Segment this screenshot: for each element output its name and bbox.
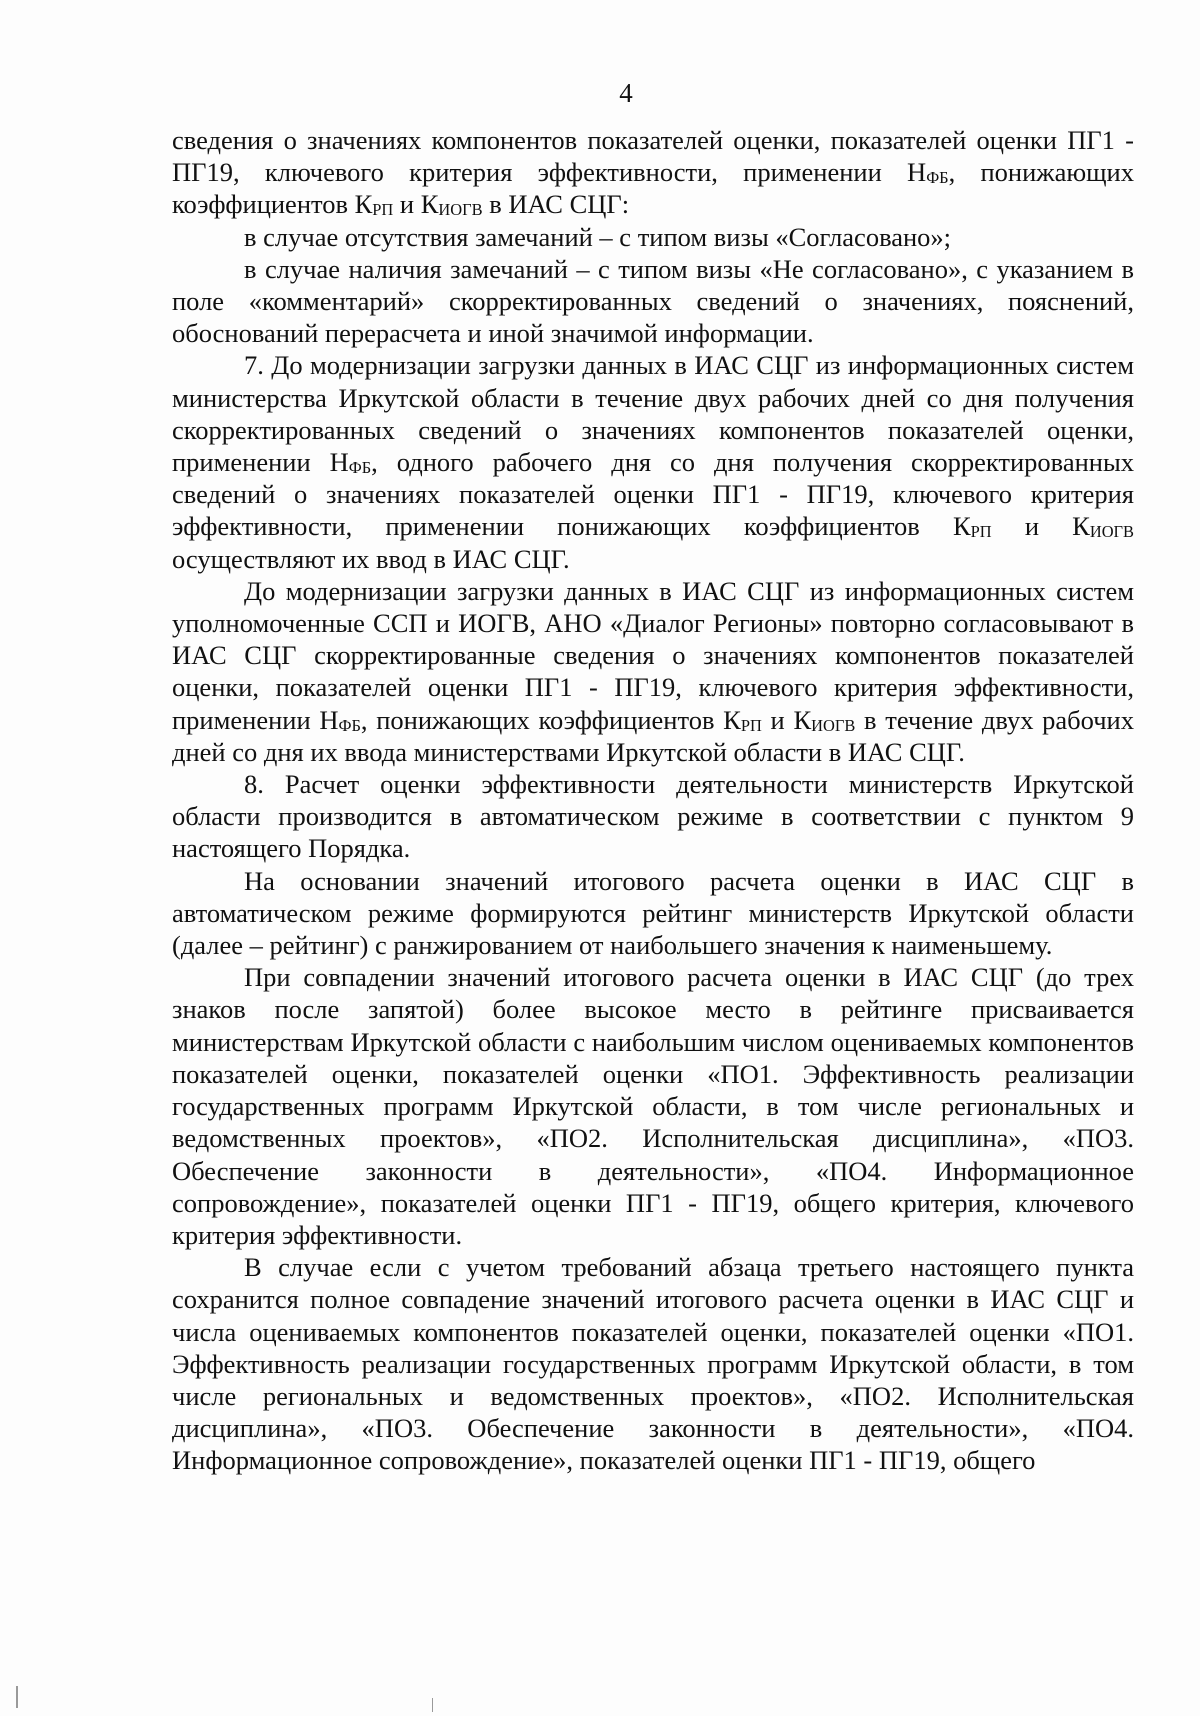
subscript-text: ФБ bbox=[926, 168, 949, 188]
subscript-text: ФБ bbox=[338, 715, 361, 735]
paragraph bbox=[172, 768, 1134, 865]
subscript-text: РП bbox=[740, 715, 762, 735]
paragraph-text: При совпадении значений итогового расчета оценки в ИАС СЦГ (до трех знаков после запятой) более высокое место в рейтинге присваивается министерствам Иркутской области с наибольшим числом оцениваемых компонентов показателей оценки, показателей оценки «ПО1. Эффективность реализации государственных программ Иркутской области, в том числе региональных и ведомственных проектов», «ПО2. Исполнительская дисциплина», «ПО3. Обеспечение законности в деятельности», «ПО4. Информационное сопровождение», показателей оценки ПГ1 - ПГ19, общего критерия, ключевого критерия эффективности. bbox=[172, 962, 1134, 1250]
paragraph-text: в случае наличия замечаний – с типом визы «Не согласовано», с указанием в поле «комментарий» скорректированных сведений о значениях, пояснений, обоснований перерасчета и иной значимой информации. bbox=[172, 253, 1134, 349]
paragraph-text: и К bbox=[761, 704, 812, 735]
paragraph bbox=[172, 961, 1134, 1251]
paragraph-text: и К bbox=[991, 511, 1090, 542]
subscript-text: ИОГВ bbox=[438, 200, 483, 220]
paragraph-text: В случае если с учетом требований абзаца третьего настоящего пункта сохранится полное совпадение значений итогового расчета оценки в ИАС СЦГ и числа оцениваемых компонентов показателей оценки, показателей оценки «ПО1. Эффективность реализации государственных программ Иркутской области, в том числе региональных и ведомственных проектов», «ПО2. Исполнительская дисциплина», «ПО3. Обеспечение законности в деятельности», «ПО4. Информационное сопровождение», показателей оценки ПГ1 - ПГ19, общего bbox=[172, 1252, 1134, 1476]
paragraph bbox=[172, 124, 1134, 221]
paragraph bbox=[172, 349, 1134, 574]
paragraph-text: До модернизации загрузки данных в ИАС СЦГ из информационных систем уполномоченные ССП и ИОГВ, АНО «Диалог Регионы» повторно согласовывают в ИАС СЦГ скорректированные сведения о значениях компонентов показателей оценки, показателей оценки ПГ1 - ПГ19, ключевого критерия эффективности, применении Н bbox=[172, 575, 1134, 735]
paragraph bbox=[172, 1251, 1134, 1476]
paragraph-text: , понижающих коэффициентов К bbox=[360, 704, 741, 735]
paragraph bbox=[172, 865, 1134, 962]
subscript-text: ФБ bbox=[348, 458, 372, 477]
paragraph-text: , одного рабочего дня со дня получения скорректированных сведений о значениях показателей оценки ПГ1 - ПГ19, ключевого критерия эффективности, применении понижающих коэффициентов К bbox=[172, 447, 1134, 542]
paragraph-text: в ИАС СЦГ: bbox=[482, 189, 630, 220]
paragraph-text: На основании значений итогового расчета оценки в ИАС СЦГ в автоматическом режиме формируются рейтинг министерств Иркутской области (далее – рейтинг) с ранжированием от наибольшего значения к наименьшему. bbox=[172, 865, 1134, 961]
paragraph-text: сведения о значениях компонентов показателей оценки, показателей оценки ПГ1 - ПГ19, ключевого критерия эффективности, применении Н bbox=[172, 125, 1134, 188]
subscript-text: ИОГВ bbox=[1089, 522, 1135, 542]
subscript-text: РП bbox=[372, 200, 394, 220]
document-body bbox=[172, 124, 1134, 1477]
scan-artifact-center bbox=[432, 1698, 433, 1712]
scan-artifact-left bbox=[16, 1686, 18, 1708]
paragraph bbox=[172, 575, 1134, 768]
paragraph-text: 7. До модернизации загрузки данных в ИАС СЦГ из информационных систем министерства Иркутской области в течение двух рабочих дней со дня получения скорректированных сведений о значениях компонентов показателей оценки, применении Н bbox=[172, 350, 1134, 478]
paragraph-text: осуществляют их ввод в ИАС СЦГ. bbox=[172, 543, 570, 574]
subscript-text: РП bbox=[970, 522, 992, 542]
subscript-text: ИОГВ bbox=[811, 715, 856, 735]
paragraph bbox=[172, 221, 1134, 253]
paragraph-text: , понижающих коэффициентов К bbox=[172, 157, 1134, 220]
paragraph-text: 8. Расчет оценки эффективности деятельности министерств Иркутской области производится в автоматическом режиме в соответствии с пунктом 9 настоящего Порядка. bbox=[172, 769, 1134, 864]
paragraph-text: в течение двух рабочих дней со дня их ввода министерствами Иркутской области в ИАС СЦГ. bbox=[172, 704, 1134, 767]
page-number: 4 bbox=[619, 78, 633, 108]
paragraph-text: и К bbox=[393, 189, 439, 220]
paragraph-text: в случае отсутствия замечаний – с типом визы «Согласовано»; bbox=[244, 221, 952, 252]
paragraph bbox=[172, 253, 1134, 350]
